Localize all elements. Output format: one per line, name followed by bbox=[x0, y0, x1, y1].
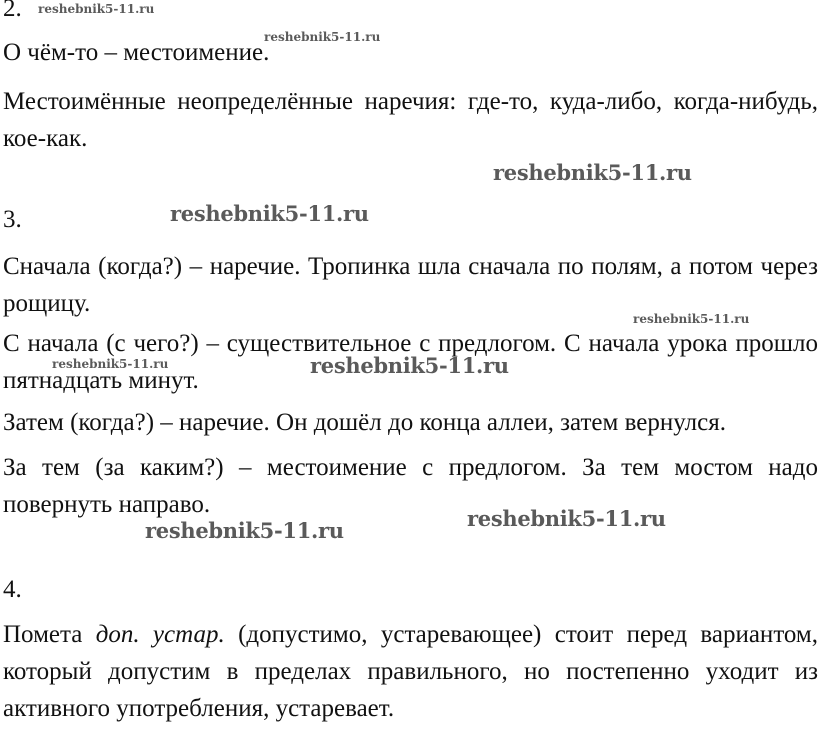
section2-line1: О чём-то – местоимение. bbox=[3, 39, 270, 66]
section-number-4: 4. bbox=[3, 576, 22, 603]
section4-paragraph bbox=[3, 616, 818, 727]
section3-paragraph-4: За тем (за каким?) – местоимение с предлогом. За тем мостом надо повернуть направо. bbox=[3, 454, 818, 518]
watermark: reshebnik5-11.ru bbox=[52, 357, 169, 371]
section-number-3: 3. bbox=[3, 206, 22, 233]
section4-lead: Помета bbox=[3, 621, 83, 648]
watermark: reshebnik5-11.ru bbox=[170, 201, 369, 226]
section3-paragraph-3: Затем (когда?) – наречие. Он дошёл до конца аллеи, затем вернулся. bbox=[3, 409, 726, 436]
section4-mark: доп. устар. bbox=[95, 621, 225, 648]
watermark: reshebnik5-11.ru bbox=[38, 2, 155, 16]
section4-rest: (допустимо, устаревающее) стоит перед вариантом, который допустим в пределах правильного, но постепенно уходит из активного употребления, устаревает. bbox=[3, 621, 819, 722]
section3-paragraph-2: С начала (с чего?) – существительное с предлогом. С начала урока прошло пятнадцать минут. bbox=[3, 330, 818, 394]
watermark: reshebnik5-11.ru bbox=[493, 160, 692, 185]
watermark: reshebnik5-11.ru bbox=[467, 506, 666, 531]
watermark: reshebnik5-11.ru bbox=[264, 30, 381, 44]
watermark: reshebnik5-11.ru bbox=[145, 518, 344, 543]
section2-paragraph: Местоимённые неопределённые наречия: где-то, куда-либо, когда-нибудь, кое-как. bbox=[3, 88, 818, 152]
section-number-2: 2. bbox=[3, 0, 22, 22]
watermark: reshebnik5-11.ru bbox=[310, 353, 509, 378]
watermark: reshebnik5-11.ru bbox=[633, 312, 750, 326]
section3-paragraph-1: Сначала (когда?) – наречие. Тропинка шла сначала по полям, а потом через рощицу. bbox=[3, 253, 818, 317]
